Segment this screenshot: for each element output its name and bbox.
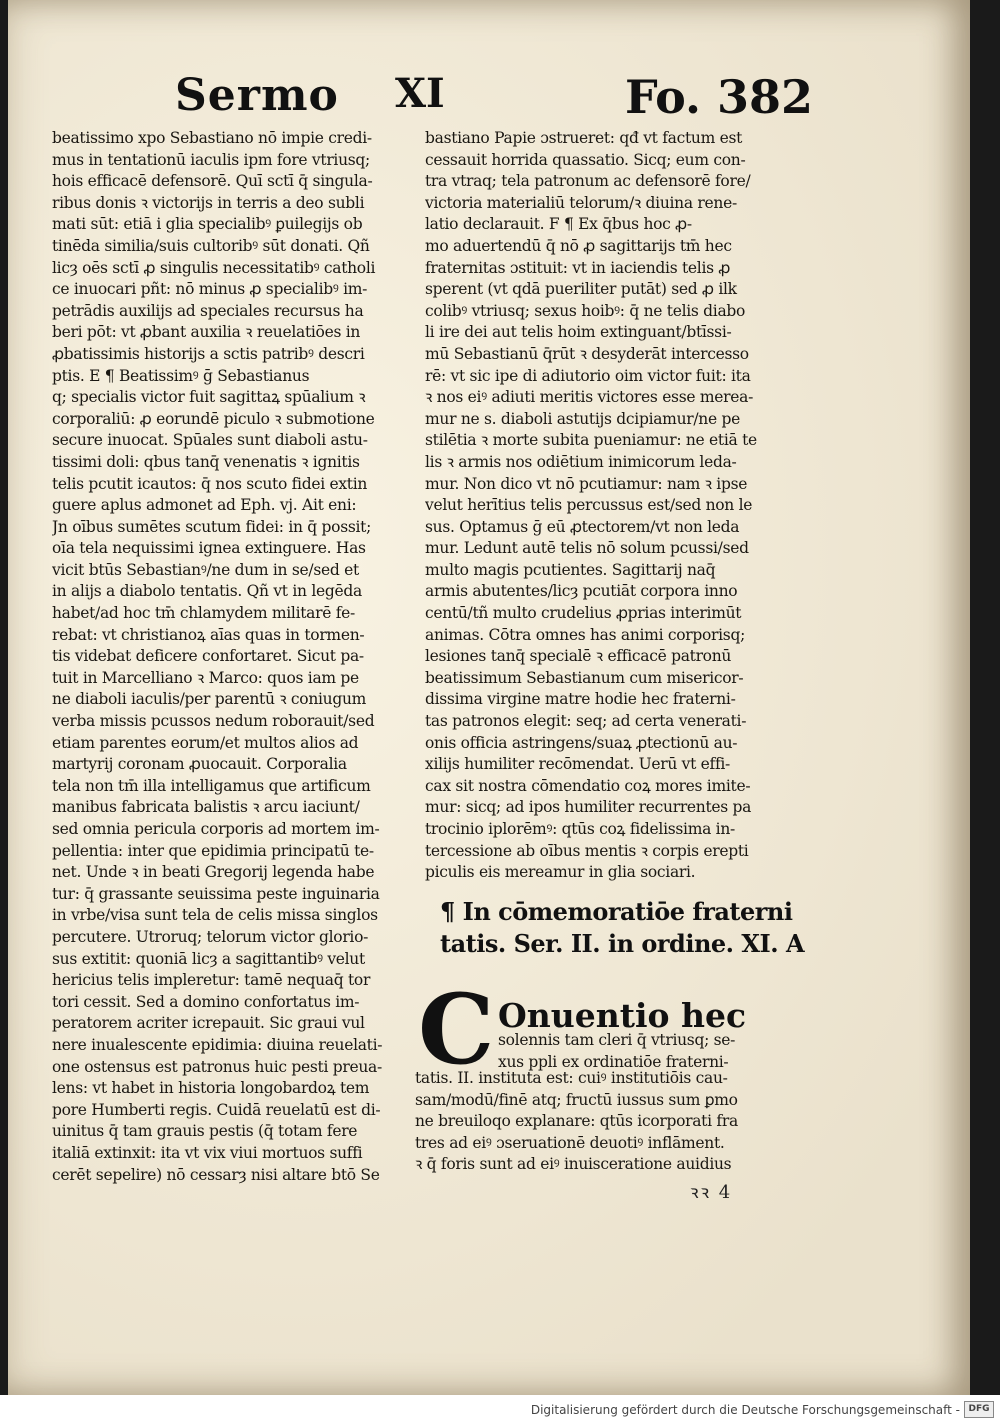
text-line: mur ne s. diaboli astutijs dcipiamur/ne pe [425,409,740,428]
text-line: lens: vt habet in historia longobardoꝝ tem [52,1079,370,1098]
text-line: licȝ oēs sctī ꝓ singulis necessitatibꝰ catholi [52,258,376,277]
text-line: hericius telis impleretur: tamē nequaq̄ tor [52,971,371,990]
folio-number: Fo. 382 [625,70,814,124]
text-line: tis videbat deficere confortaret. Sicut pa- [52,647,364,666]
text-line: italiā extinxit: ita vt vix viui mortuos suffi [52,1143,363,1162]
running-head-left: Sermo [175,70,339,121]
section-heading-line: ¶ In cōmemoratiōe fraterni [440,897,793,926]
text-line: fraternitas ɔstituit: vt in iaciendis telis ꝓ [425,258,731,277]
running-head-sermon-number: XI [395,70,445,117]
text-line: tres ad eiꝰ ɔseruationē deuotiꝰ inflāment. [415,1133,725,1152]
left-text-column [52,128,412,1186]
section-heading [440,896,805,960]
text-line: mū Sebastianū q̄rūt ꝛ desyderāt intercesso [425,344,749,363]
text-line: cax sit nostra cōmendatio coꝝ mores imite- [425,776,751,795]
section-heading-line: tatis. Ser. II. in ordine. XI. A [440,929,805,958]
text-line: vicit btūs Sebastianꝰ/ne dum in se/sed et [52,560,359,579]
text-line: tuit in Marcelliano ꝛ Marco: quos iam pe [52,668,359,687]
text-line: tur: q̄ grassante seuissima peste inguinaria [52,884,380,903]
text-line: mur. Ledunt autē telis nō solum pcussi/sed [425,539,749,558]
text-line: rē: vt sic ipe di adiutorio oim victor fuit: ita [425,366,751,385]
text-line: martyrij coronam ꝓuocauit. Corporalia [52,755,347,774]
signature-mark: ꝛꝛ 4 [690,1182,733,1203]
text-line: solennis tam cleri q̄ vtriusq; se- [498,1031,736,1049]
text-line: nere inualescente epidimia: diuina reuelati- [52,1035,383,1054]
text-line: ne diaboli iaculis/per parentū ꝛ coniugum [52,690,367,709]
text-line: tissimi doli: qbus tanq̄ venenatis ꝛ ignitis [52,452,360,471]
text-line: mati sūt: etiā i glia specialibꝰ ꝑuilegijs ob [52,215,363,234]
dfg-logo: DFG [964,1401,994,1418]
text-line: piculis eis mereamur in glia sociari. [425,863,696,882]
text-line: latio declarauit. F ¶ Ex q̄bus hoc ꝓ- [425,215,692,234]
text-line: secure inuocat. Spūales sunt diaboli astu- [52,431,368,450]
text-line: q; specialis victor fuit sagittaꝝ spūalium ꝛ [52,388,366,407]
text-line: victoria materialiū telorum/ꝛ diuina rene- [425,193,737,212]
text-line: tra vtraq; tela patronum ac defensorē fore/ [425,172,751,191]
text-line: peratorem acriter icrepauit. Sic graui vul [52,1014,365,1033]
text-line: etiam parentes eorum/et multos alios ad [52,733,359,752]
text-line: centū/tñ multo crudelius ꝓprias interimūt [425,604,742,623]
text-line: multo magis pcutientes. Sagittarij naq̄ [425,560,716,579]
text-line: velut herītius telis percussus est/sed non le [425,496,753,515]
text-line: oīa tela nequissimi ignea extinguere. Has [52,539,366,558]
text-line: tori cessit. Sed a domino confortatus im- [52,992,360,1011]
text-line: uinitus q̄ tam grauis pestis (q̄ totam fere [52,1122,358,1141]
text-line: tas patronos elegit: seq; ad certa venerati- [425,712,747,731]
text-line: ꝛ nos eiꝰ adiuti meritis victores esse merea- [425,388,754,407]
text-line: habet/ad hoc tm̄ chlamydem militarē fe- [52,604,355,623]
text-line: sus. Optamus ḡ eū ꝓtectorem/vt non leda [425,517,740,536]
text-line: sus extitit: quoniā licȝ a sagittantibꝰ velut [52,949,365,968]
text-line: guere aplus admonet ad Eph. vj. Ait eni: [52,496,357,515]
text-line: tatis. II. instituta est: cuiꝰ institutiōis cau- [415,1069,728,1087]
text-line: sperent (vt qdā pueriliter putāt) sed ꝓ ilk [425,280,737,299]
opening-words: Onuentio hec [498,996,747,1035]
text-line: mus in tentationū iaculis ipm fore vtriusq; [52,150,370,169]
text-line: Jn oībus sumētes scutum fidei: in q̄ possit; [52,517,372,536]
text-line: ribus donis ꝛ victorijs in terris a deo subli [52,193,365,212]
text-line: armis abutentes/licȝ pcutiāt corpora inno [425,582,738,601]
text-line: li ire dei aut telis hoim extinguant/btīssi- [425,323,732,342]
text-line: beri pōt: vt ꝓbant auxilia ꝛ reuelatiōes in [52,323,361,342]
text-line: colibꝰ vtriusq; sexus hoibꝰ: q̄ ne telis diabo [425,301,746,320]
text-line: xus ppli ex ordinatiōe fraterni- [498,1052,729,1071]
text-line: in alijs a diabolo tentatis. Qñ vt in legēda [52,582,362,601]
text-line: in vrbe/visa sunt tela de celis missa singlos [52,906,378,925]
text-line: rebat: vt christianoꝝ aīas quas in tormen- [52,625,365,644]
text-line: stilētia ꝛ morte subita pueniamur: ne etiā te [425,431,757,450]
text-line: ꝛ q̄ foris sunt ad eiꝰ inuisceratione auidius [415,1155,732,1174]
text-line: bastiano Papie ɔstrueret: qđ vt factum est [425,129,743,147]
text-line: beatissimum Sebastianum cum misericor- [425,668,744,687]
text-line: trocinio iplorēmꝰ: qtūs coꝝ fidelissima in- [425,820,735,838]
text-line: tela non tm̄ illa intelligamus que artificum [52,776,371,795]
text-line: manibus fabricata balistis ꝛ arcu iaciunt/ [52,798,360,817]
text-line: lis ꝛ armis nos odiētium inimicorum leda- [425,452,737,471]
text-line: hois efficacē defensorē. Quī sctī q̄ singula- [52,172,373,191]
text-line: petrādis auxilijs ad speciales recursus ha [52,301,364,320]
text-line: lesiones tanq̄ specialē ꝛ efficacē patronū [425,647,732,666]
text-line: corporaliū: ꝓ eorundē piculo ꝛ submotione [52,409,375,428]
text-line: ce inuocari pñt: nō minus ꝓ specialibꝰ im- [52,280,368,299]
text-line: dissima virgine matre hodie hec fraterni- [425,690,736,709]
text-line: cessauit horrida quassatio. Sicq; eum con- [425,150,746,169]
text-below-initial [415,1068,775,1176]
text-beside-initial [498,1030,778,1073]
text-line: mur: sicq; ad ipos humiliter recurrentes pa [425,798,752,817]
text-line: percutere. Utroruq; telorum victor glorio- [52,927,369,946]
text-line: verba missis pcussos nedum roborauit/sed [52,712,375,731]
text-line: beatissimo xpo Sebastiano nō impie credi- [52,129,372,147]
text-line: animas. Cōtra omnes has animi corporisq; [425,625,746,644]
text-line: mo aduertendū q̄ nō ꝓ sagittarijs tm̄ hec [425,236,732,255]
text-line: mur. Non dico vt nō pcutiamur: nam ꝛ ipse [425,474,748,493]
text-line: sam/modū/finē atq; fructū iussus sum ꝑmo [415,1090,738,1109]
text-line: tinēda similia/suis cultoribꝰ sūt donati. Qñ [52,236,370,255]
text-line: net. Unde ꝛ in beati Gregorij legenda habe [52,863,375,882]
text-line: telis pcutit icautos: q̄ nos scuto fidei extin [52,474,368,493]
text-line: pellentia: inter que epidimia principatū te- [52,841,374,860]
text-line: onis officia astringens/suaꝝ ꝓtectionū au- [425,733,738,752]
text-line: sed omnia pericula corporis ad mortem im- [52,820,380,838]
text-line: cerēt sepelire) nō cessarȝ nisi altare btō Se [52,1165,380,1184]
text-line: ptis. E ¶ Beatissimꝰ ḡ Sebastianus [52,366,310,385]
text-line: one ostensus est patronus huic pesti preua- [52,1057,382,1076]
decorated-initial: C [418,973,495,1086]
text-line: pore Humberti regis. Cuidā reuelatū est di- [52,1100,381,1119]
text-line: ꝓbatissimis historijs a sctis patribꝰ descri [52,344,365,363]
right-text-column [425,128,785,884]
text-line: tercessione ab oībus mentis ꝛ corpis erepti [425,841,749,860]
text-line: xilijs humiliter recōmendat. Uerū vt effi- [425,755,730,774]
text-line: ne breuiloqo explanare: qtūs icorporati fra [415,1112,738,1131]
footer-credit: Digitalisierung gefördert durch die Deutsche Forschungsgemeinschaft - [530,1403,960,1417]
